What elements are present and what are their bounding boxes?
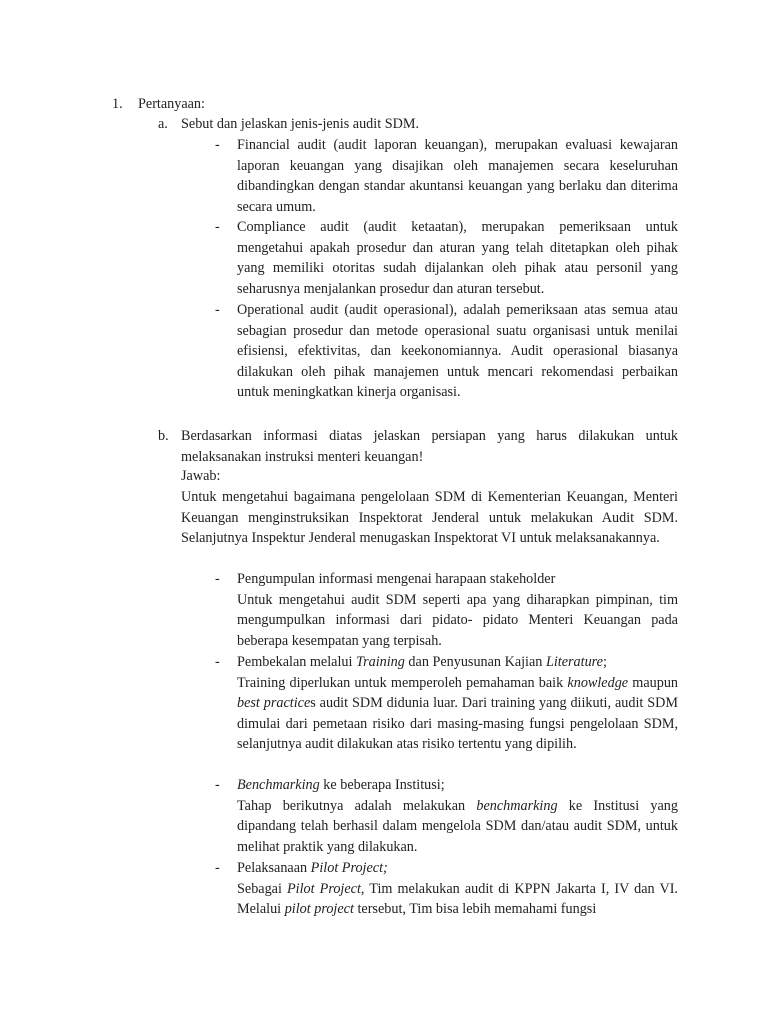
step-heading: Pembekalan melalui Training dan Penyusunan Kajian Literature;: [237, 654, 607, 670]
list-item: [215, 135, 678, 217]
audit-type-compliance: Compliance audit (audit ketaatan), merupakan pemeriksaan untuk mengetahui apakah prosedur dan aturan yang telah ditetapkan oleh pihak yang memiliki otoritas sudah dijalankan oleh pihak atau personil yang seharusnya menjalankan prosedur dan aturan tersebut.: [237, 219, 678, 297]
question-a: Sebut dan jelaskan jenis-jenis audit SDM.: [181, 116, 420, 132]
dash-bullet: -: [215, 654, 220, 670]
step-heading: Benchmarking ke beberapa Institusi;: [237, 777, 445, 793]
dash-bullet: -: [215, 571, 220, 587]
step-body: Tahap berikutnya adalah melakukan benchmarking ke Institusi yang dipandang telah berhasil dalam mengelola SDM dan/atau audit SDM, untuk melihat praktik yang dilakukan.: [237, 797, 678, 855]
dash-bullet: -: [215, 302, 220, 318]
question-b: Berdasarkan informasi diatas jelaskan persiapan yang harus dilakukan untuk melaksanakan instruksi menteri keuangan!: [181, 428, 678, 465]
answer-label: Jawab:: [181, 468, 221, 484]
section-title: Pertanyaan:: [138, 96, 205, 112]
dash-bullet: -: [215, 219, 220, 235]
step-heading: Pengumpulan informasi mengenai harapaan stakeholder: [237, 571, 556, 587]
audit-type-financial: Financial audit (audit laporan keuangan), merupakan evaluasi kewajaran laporan keuangan yang disajikan oleh manajemen secara keseluruhan dibandingkan dengan standar akuntansi keuangan yang berlaku dan diterima secara umum.: [237, 137, 678, 215]
list-item: [215, 569, 678, 651]
audit-type-operational: Operational audit (audit operasional), adalah pemeriksaan atas semua atau sebagian prosedur dan metode operasional suatu organisasi untuk menilai efisiensi, efektivitas, dan keekonomiannya. Audit operasional biasanya dilakukan oleh pihak manajemen untuk mencari rekomendasi perbaikan untuk meningkatkan kinerja organisasi.: [237, 302, 678, 400]
step-body: Untuk mengetahui audit SDM seperti apa yang diharapkan pimpinan, tim mengumpulkan informasi dari pidato- pidato Menteri Keuangan pada beberapa kesempatan yang terpisah.: [237, 591, 678, 649]
item-number-1: 1.: [112, 96, 123, 112]
answer-intro: Untuk mengetahui bagaimana pengelolaan SDM di Kementerian Keuangan, Menteri Keuangan menginstruksikan Inspektorat Jenderal untuk melakukan Audit SDM. Selanjutnya Inspektur Jenderal menugaskan Inspektorat VI untuk melaksanakannya.: [181, 489, 678, 546]
list-item: [215, 775, 678, 857]
step-body: Training diperlukan untuk memperoleh pemahaman baik knowledge maupun best practices audit SDM didunia luar. Dari training yang diikuti, audit SDM dimulai dari pemetaan risiko dari masing-masing fungsi pengelolaan SDM, selanjutnya audit dilakukan atas risiko tertentu yang dipilih.: [237, 674, 679, 752]
list-item: [215, 858, 678, 920]
step-body: Sebagai Pilot Project, Tim melakukan audit di KPPN Jakarta I, IV dan VI. Melalui pilot project tersebut, Tim bisa lebih memahami fungsi: [237, 880, 678, 917]
dash-bullet: -: [215, 777, 220, 793]
subitem-letter-a: a.: [158, 116, 168, 132]
dash-bullet: -: [215, 860, 220, 876]
dash-bullet: -: [215, 137, 220, 153]
subitem-letter-b: b.: [158, 428, 169, 444]
step-heading: Pelaksanaan Pilot Project;: [237, 860, 388, 876]
list-item: [215, 217, 678, 299]
list-item: [215, 300, 678, 403]
list-item: [215, 652, 678, 755]
